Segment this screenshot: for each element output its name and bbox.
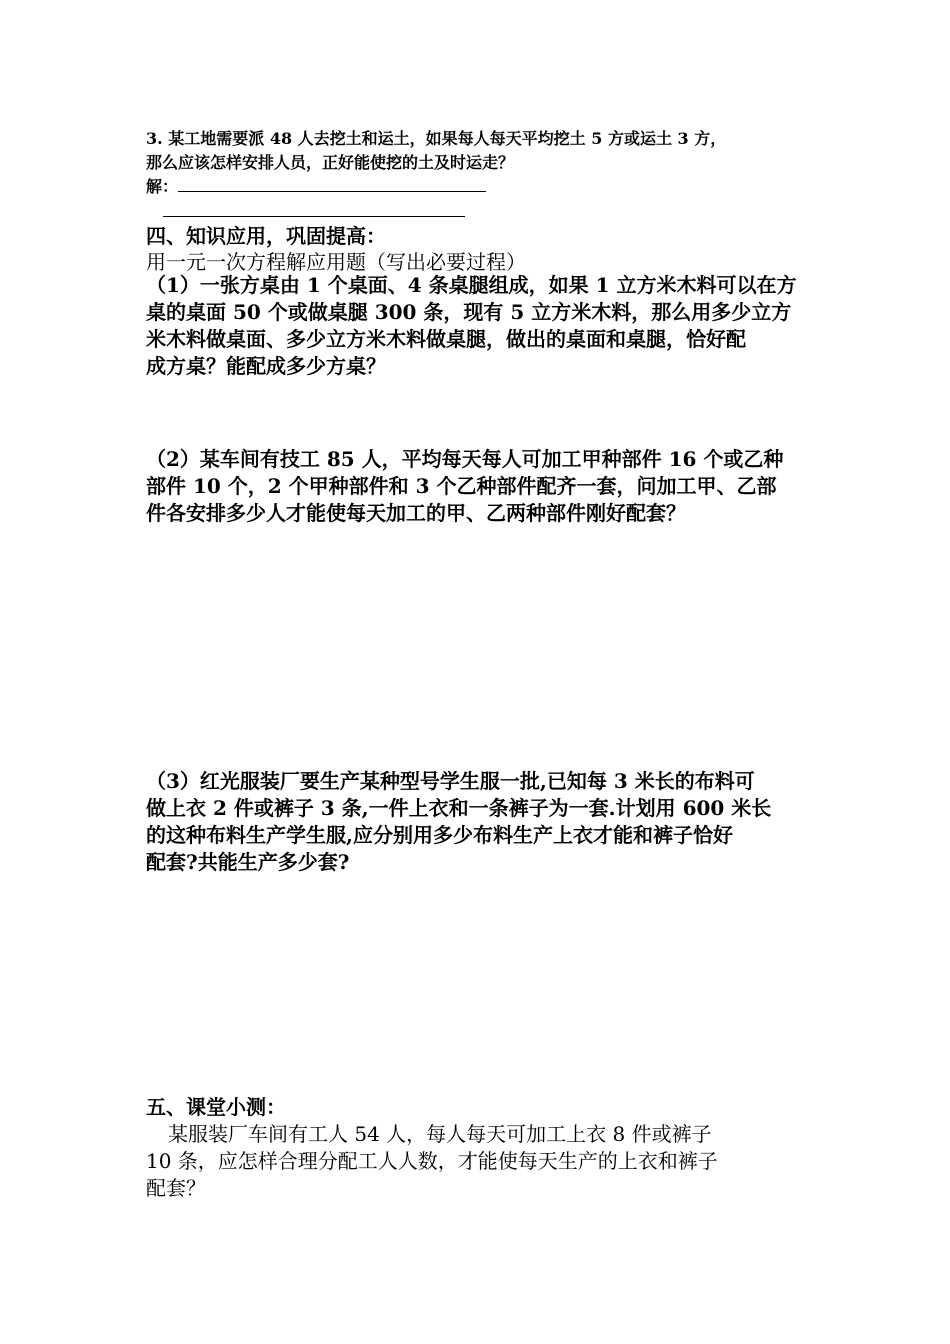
question-3-line-1: 3. 某工地需要派 48 人去挖土和运土，如果每人每天平均挖土 5 方或运土 3 方， (146, 129, 727, 148)
quiz-line: 配套？ (146, 1176, 206, 1200)
problem-2-line: 件各安排多少人才能使每天加工的甲、乙两种部件刚好配套？ (146, 501, 686, 525)
problem-2 (146, 446, 816, 527)
problem-1 (146, 272, 816, 380)
question-3 (146, 127, 816, 199)
problem-2-line: （2）某车间有技工 85 人，平均每天每人可加工甲种部件 16 个或乙种 (146, 447, 784, 471)
answer-label: 解： (146, 177, 179, 196)
section-5-heading: 五、课堂小测： (146, 1095, 286, 1119)
answer-line (146, 175, 816, 199)
problem-3-line: 的这种布料生产学生服,应分别用多少布料生产上衣才能和裤子恰好 (146, 823, 733, 847)
problem-3 (146, 768, 816, 876)
problem-1-line: 桌的桌面 50 个或做桌腿 300 条，现有 5 立方米木料，那么用多少立方 (146, 300, 792, 324)
answer-blank (178, 177, 486, 192)
problem-1-line: 米木料做桌面、多少立方米木料做桌腿，做出的桌面和桌腿，恰好配 (146, 327, 746, 351)
problem-3-line: 配套?共能生产多少套? (146, 850, 350, 874)
answer-blank-2 (163, 216, 465, 217)
section-4-subheading: 用一元一次方程解应用题（写出必要过程） (146, 250, 526, 274)
quiz-line: 某服装厂车间有工人 54 人，每人每天可加工上衣 8 件或裤子 (168, 1122, 712, 1146)
quiz-line: 10 条，应怎样合理分配工人人数，才能使每天生产的上衣和裤子 (146, 1149, 718, 1173)
problem-1-line: 成方桌？能配成多少方桌？ (146, 354, 386, 378)
question-3-line-2: 那么应该怎样安排人员，正好能使挖的土及时运走？ (146, 153, 515, 172)
section-4-heading: 四、知识应用，巩固提高： (146, 224, 386, 248)
quiz-problem (146, 1121, 816, 1202)
problem-3-line: 做上衣 2 件或裤子 3 条,一件上衣和一条裤子为一套.计划用 600 米长 (146, 796, 772, 820)
problem-2-line: 部件 10 个，2 个甲种部件和 3 个乙种部件配齐一套，问加工甲、乙部 (146, 474, 777, 498)
problem-3-line: （3）红光服装厂要生产某种型号学生服一批,已知每 3 米长的布料可 (146, 769, 755, 793)
problem-1-line: （1）一张方桌由 1 个桌面、4 条桌腿组成，如果 1 立方米木料可以在方 (146, 273, 797, 297)
